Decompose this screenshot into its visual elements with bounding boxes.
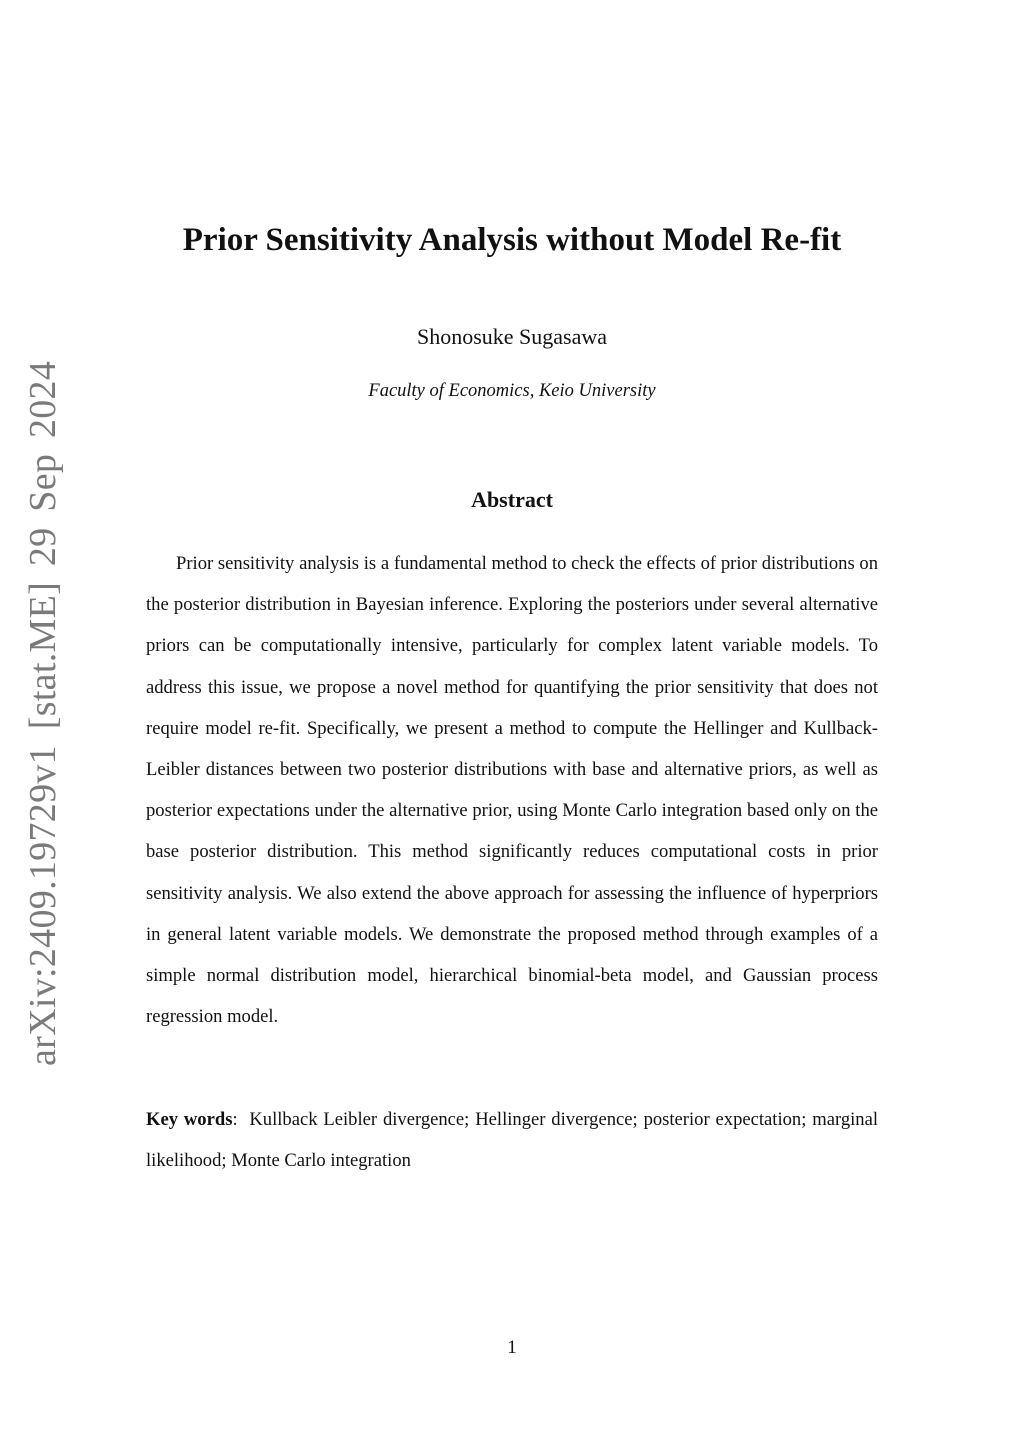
keywords-text: Kullback Leibler divergence; Hellinger divergence; posterior expectation; marginal likelihood; Monte Carlo integration [146, 1109, 879, 1172]
abstract-heading: Abstract [471, 487, 553, 512]
abstract-body: Prior sensitivity analysis is a fundamental method to check the effects of prior distributions on the posterior distribution in Bayesian inference. Exploring the posteriors under several alternative priors can be computationally intensive, particularly for complex latent variable models. To address this issue, we propose a novel method for quantifying the prior sensitivity that does not require model re-fit. Specifically, we present a method to compute the Hellinger and Kullback-Leibler distances between two posterior distributions with base and alternative priors, as well as posterior expectations under the alternative prior, using Monte Carlo integration based only on the base posterior distribution. This method significantly reduces computational costs in prior sensitivity analysis. We also extend the above approach for assessing the influence of hyperpriors in general latent variable models. We demonstrate the proposed method through examples of a simple normal distribution model, hierarchical binomial-beta model, and Gaussian process regression model. [146, 553, 878, 1028]
paper-title: Prior Sensitivity Analysis without Model Re-fit [182, 222, 842, 258]
author-affiliation: Faculty of Economics, Keio University [368, 381, 656, 401]
author-name: Shonosuke Sugasawa [416, 324, 608, 349]
keywords-section: Key words: Kullback Leibler divergence; Hellinger divergence; posterior expectation; marginal likelihood; Monte Carlo integration [146, 1109, 879, 1172]
keywords-label: Key words [146, 1109, 233, 1130]
page-number: 1 [507, 1337, 517, 1358]
arxiv-identifier-stamp: arXiv:2409.19729v1 [stat.ME] 29 Sep 2024 [22, 360, 64, 1066]
